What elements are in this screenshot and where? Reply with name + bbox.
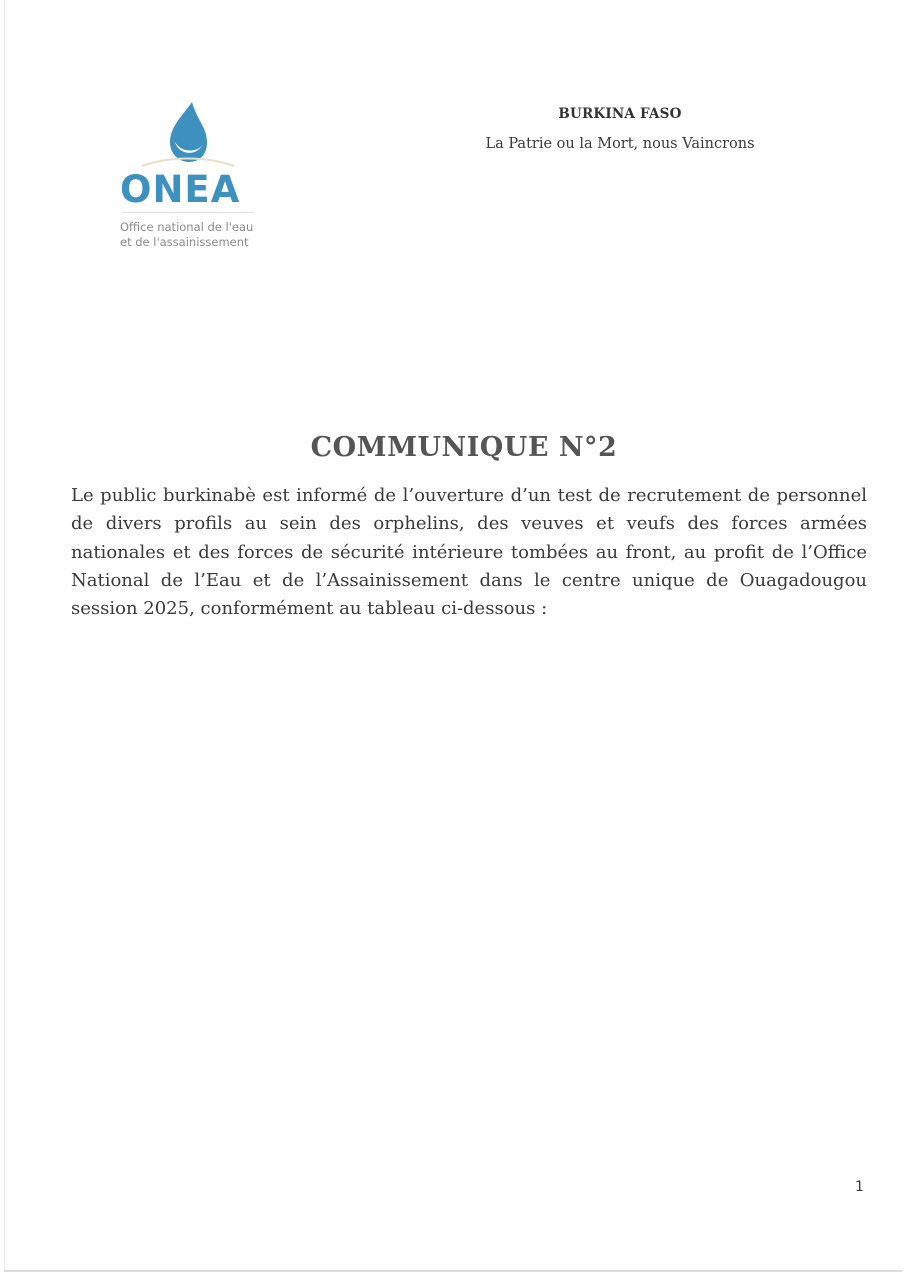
page-number: 1 [855, 1179, 864, 1195]
page-edge [4, 0, 5, 1272]
logo-subtitle-line2: et de l'assainissement [120, 235, 249, 249]
logo-divider [122, 212, 254, 213]
page-edge-bottom [4, 1270, 902, 1272]
national-motto: La Patrie ou la Mort, nous Vaincrons [485, 136, 755, 152]
onea-logo [112, 100, 272, 260]
logo-wordmark: ONEA [120, 168, 241, 211]
logo-subtitle-line1: Office national de l'eau [120, 220, 254, 234]
communique-body: Le public burkinabè est informé de l’ouverture d’un test de recrutement de personnel de divers profils au sein des orphelins, des veuves et veufs des forces armées nationales et des forces de sécurité intérieure tombées au front, au profit de l’Office National de l’Eau et de l’Assainissement dans le centre unique de Ouagadougou session 2025, conformément au tableau ci-dessous : [71, 485, 867, 620]
logo-subtitle [120, 220, 253, 250]
country-name: BURKINA FASO [558, 106, 682, 122]
document-title: COMMUNIQUE N°2 [310, 432, 618, 463]
